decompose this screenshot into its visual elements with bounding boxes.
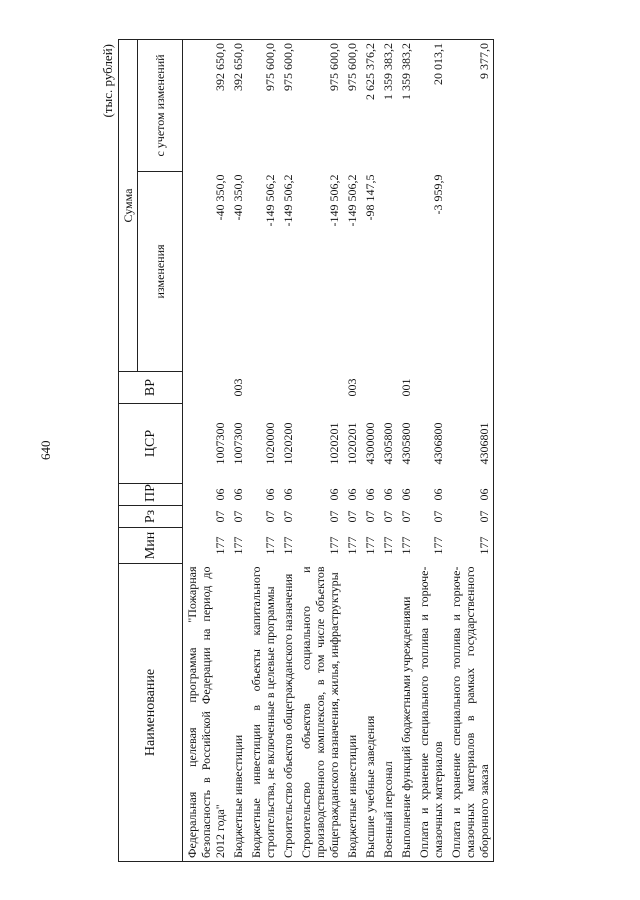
row-pr: 06 <box>281 488 295 501</box>
row-vr: 003 <box>345 378 359 397</box>
row-pr: 06 <box>381 488 395 501</box>
row-csr: 1007300 <box>231 422 245 465</box>
row-csr: 4306800 <box>431 422 445 465</box>
row-csr: 1020200 <box>281 422 295 465</box>
row-min: 177 <box>381 536 395 555</box>
header-vr: ВР <box>119 372 183 404</box>
row-csr: 4305800 <box>399 422 413 465</box>
row-vr <box>447 372 494 404</box>
row-pr: 06 <box>399 488 413 501</box>
row-rz: 07 <box>231 510 245 523</box>
row-name: Строительство объектов социального и производственного комплексов, в том числе объектов общегражданского назначения, жилья, инфраструктуры <box>297 564 343 862</box>
row-rz: 07 <box>213 510 227 523</box>
row-csr: 1020000 <box>263 422 277 465</box>
row-change <box>379 172 397 372</box>
row-total: 2 625 376,2 <box>361 39 379 171</box>
row-csr: 4300000 <box>363 422 377 465</box>
row-name: Бюджетные инвестиции <box>229 564 247 862</box>
row-total: 975 600,0 <box>343 39 361 171</box>
row-min: 177 <box>363 536 377 555</box>
row-min: 177 <box>345 536 359 555</box>
table-row <box>415 39 447 861</box>
row-total: 975 600,0 <box>279 39 297 171</box>
row-pr: 06 <box>327 488 341 501</box>
table-body <box>183 39 494 861</box>
row-pr: 06 <box>345 488 359 501</box>
row-vr <box>361 372 379 404</box>
row-min: 177 <box>281 536 295 555</box>
table-row <box>279 39 297 861</box>
page-number: 640 <box>38 440 53 460</box>
row-min: 177 <box>431 536 445 555</box>
table-row <box>229 39 247 861</box>
budget-table <box>118 39 494 862</box>
row-change <box>397 172 415 372</box>
row-change: -149 506,2 <box>263 174 277 227</box>
row-rz: 07 <box>327 510 341 523</box>
row-rz: 07 <box>447 506 494 528</box>
row-change: -98 147,5 <box>363 174 377 221</box>
row-name: Выполнение функций бюджетными учреждениями <box>397 564 415 862</box>
row-rz: 07 <box>431 510 445 523</box>
table-row <box>447 39 494 861</box>
row-name: Оплата и хранение специального топлива и горюче-смазочных материалов в рамках государственного оборонного заказа <box>447 564 494 862</box>
row-total: 20 013,1 <box>415 39 447 171</box>
row-change <box>447 172 494 372</box>
row-name: Оплата и хранение специального топлива и горюче-смазочных материалов <box>415 564 447 862</box>
row-change: -40 350,0 <box>213 174 227 221</box>
row-vr <box>297 372 343 404</box>
row-total: 9 377,0 <box>447 39 494 171</box>
header-changes: изменения <box>138 172 183 372</box>
row-vr <box>379 372 397 404</box>
row-rz: 07 <box>399 510 413 523</box>
row-min: 177 <box>263 536 277 555</box>
header-with-changes: с учетом изменений <box>138 39 183 171</box>
row-pr: 06 <box>363 488 377 501</box>
row-rz: 07 <box>281 510 295 523</box>
row-total: 392 650,0 <box>229 39 247 171</box>
row-rz: 07 <box>381 510 395 523</box>
row-csr: 1020201 <box>327 422 341 465</box>
row-total: 1 359 383,2 <box>379 39 397 171</box>
row-pr: 06 <box>213 488 227 501</box>
header-pr: ПР <box>119 484 183 506</box>
row-min: 177 <box>327 536 341 555</box>
row-change: -149 506,2 <box>327 174 341 227</box>
row-csr: 4305800 <box>381 422 395 465</box>
row-csr: 1020201 <box>345 422 359 465</box>
row-total: 975 600,0 <box>247 39 279 171</box>
header-name: Наименование <box>119 564 183 862</box>
row-vr: 001 <box>399 378 413 397</box>
row-min: 177 <box>447 528 494 564</box>
table-row <box>183 39 230 861</box>
row-name: Строительство объектов общегражданского назначения <box>279 564 297 862</box>
header-sum: Сумма <box>119 39 138 371</box>
rotated-budget-table <box>100 40 580 862</box>
row-pr: 06 <box>431 488 445 501</box>
table-row <box>297 39 343 861</box>
row-vr <box>279 372 297 404</box>
header-csr: ЦСР <box>119 404 183 484</box>
row-name: Бюджетные инвестиции в объекты капитального строительства, не включенные в целевые программы <box>247 564 279 862</box>
row-vr: 003 <box>231 378 245 397</box>
table-row <box>397 39 415 861</box>
row-name: Бюджетные инвестиции <box>343 564 361 862</box>
row-vr <box>247 372 279 404</box>
row-csr: 4306801 <box>447 404 494 484</box>
row-min: 177 <box>399 536 413 555</box>
unit-note: (тыс. рублей) <box>100 44 115 118</box>
header-rz: Рз <box>119 506 183 528</box>
table-row <box>379 39 397 861</box>
row-csr: 1007300 <box>213 422 227 465</box>
row-name: Федеральная целевая программа "Пожарная безопасность в Российской Федерации на период до 2012 года" <box>183 564 230 862</box>
row-pr: 06 <box>231 488 245 501</box>
row-total: 392 650,0 <box>183 39 230 171</box>
row-rz: 07 <box>345 510 359 523</box>
row-name: Высшие учебные заведения <box>361 564 379 862</box>
row-total: 975 600,0 <box>297 39 343 171</box>
row-vr <box>415 372 447 404</box>
row-rz: 07 <box>363 510 377 523</box>
row-change: -149 506,2 <box>281 174 295 227</box>
row-pr: 06 <box>263 488 277 501</box>
row-min: 177 <box>231 536 245 555</box>
row-total: 1 359 383,2 <box>397 39 415 171</box>
row-change: -3 959,9 <box>431 174 445 215</box>
row-rz: 07 <box>263 510 277 523</box>
row-vr <box>183 372 230 404</box>
row-min: 177 <box>213 536 227 555</box>
row-name: Военный персонал <box>379 564 397 862</box>
header-min: Мин <box>119 528 183 564</box>
table-row <box>361 39 379 861</box>
row-change: -149 506,2 <box>345 174 359 227</box>
table-row <box>247 39 279 861</box>
table-row <box>343 39 361 861</box>
row-pr: 06 <box>447 484 494 506</box>
row-change: -40 350,0 <box>231 174 245 221</box>
